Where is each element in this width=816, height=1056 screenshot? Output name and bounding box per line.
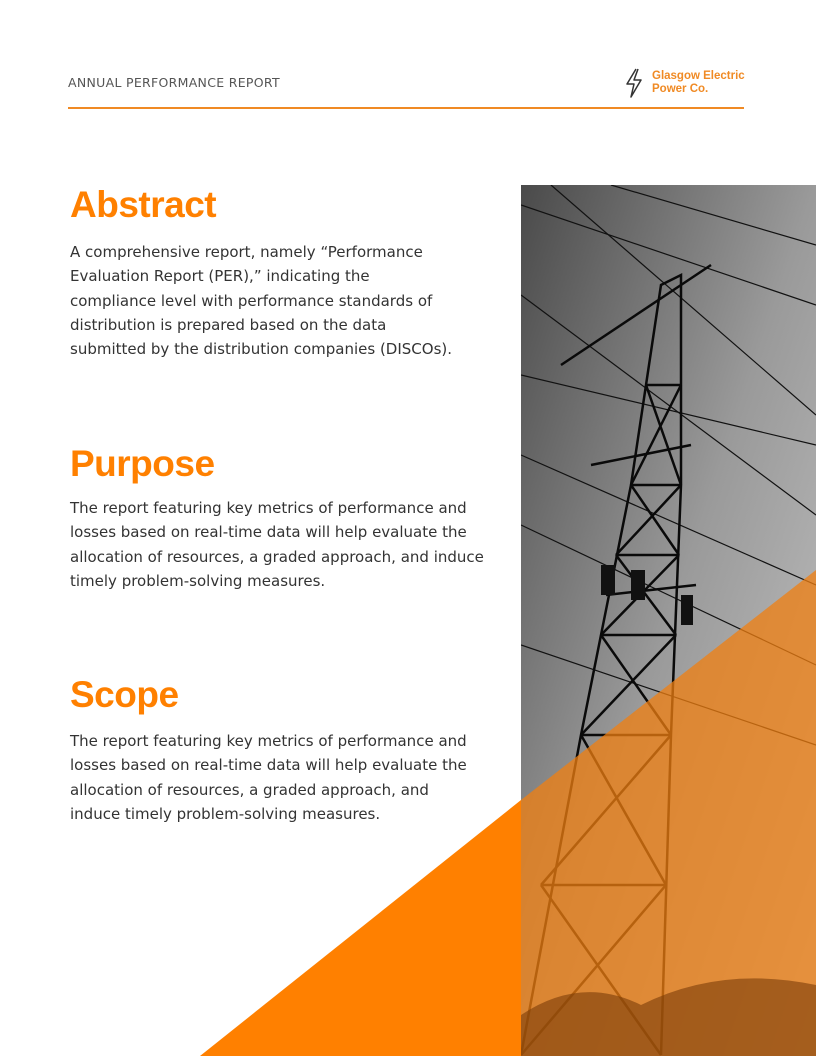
purpose-body: The report featuring key metrics of performance and losses based on real-time data will help evaluate the allocation of resources, a graded approach, and induce timely problem-solving measures. <box>70 499 484 590</box>
logo-line-1: Glasgow Electric <box>652 70 745 82</box>
scope-heading: Scope <box>70 674 179 715</box>
logo-line-2: Power Co. <box>652 83 709 95</box>
report-header-title: ANNUAL PERFORMANCE REPORT <box>68 75 280 90</box>
transmission-tower-photo <box>521 185 816 1056</box>
abstract-body: A comprehensive report, namely “Performance Evaluation Report (PER),” indicating the compliance level with performance standards of distribution is prepared based on the data submitted by the distribution companies (DISCOs). <box>70 243 453 359</box>
abstract-heading: Abstract <box>70 184 217 225</box>
purpose-heading: Purpose <box>70 443 215 484</box>
scope-body: The report featuring key metrics of performance and losses based on real-time data will help evaluate the allocation of resources, a graded approach, and induce timely problem-solving measures. <box>70 732 467 823</box>
